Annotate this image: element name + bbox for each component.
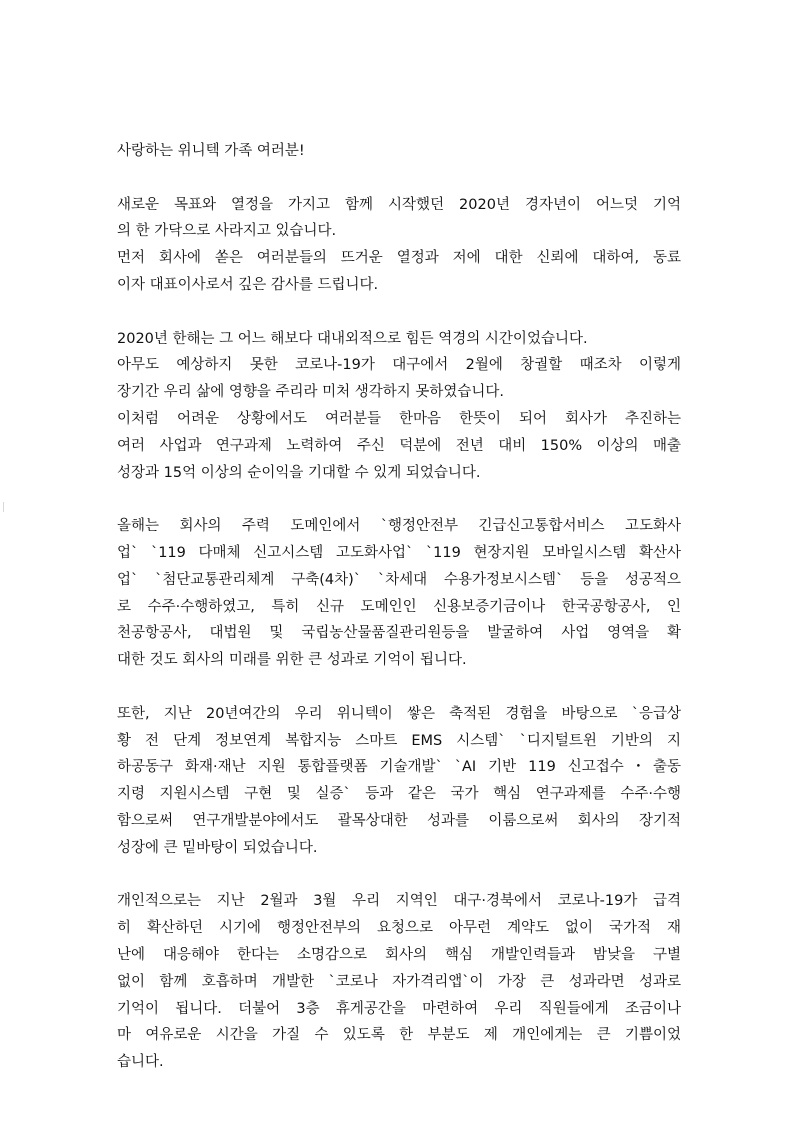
text-line: 새로운 목표와 열정을 가지고 함께 시작했던 2020년 경자년이 어느덧 기억 (117, 196, 681, 213)
paragraph-5 (117, 888, 681, 1076)
text-line: 이자 대표이사로서 깊은 감사를 드립니다. (117, 276, 379, 293)
margin-mark (3, 502, 7, 512)
text-line: 또한, 지난 20년여간의 우리 위니텍이 쌓은 축적된 경험을 바탕으로 `응급상 (117, 705, 681, 722)
text-line: 함으로써 연구개발분야에서도 괄목상대한 성과를 이룸으로써 회사의 장기적 (117, 812, 681, 829)
text-line: 여러 사업과 연구과제 노력하여 주신 덕분에 전년 대비 150% 이상의 매출 (117, 437, 681, 454)
text-line: 업` `첨단교통관리체계 구축(4차)` `차세대 수용가정보시스템` 등을 성공적으 (117, 571, 681, 588)
paragraph-gap (117, 862, 681, 889)
text-line: 올해는 회사의 주력 도메인에서 `행정안전부 긴급신고통합서비스 고도화사 (117, 518, 681, 535)
greeting: 사랑하는 위니텍 가족 여러분! (117, 143, 305, 159)
paragraph-1 (117, 192, 681, 299)
text-line: 히 확산하던 시기에 행정안전부의 요청으로 아무런 계약도 없이 국가적 재 (117, 920, 681, 937)
letter-body (117, 138, 681, 1076)
text-line: 천공항공사, 대법원 및 국립농산물품질관리원등을 발굴하여 사업 영역을 확 (117, 625, 681, 642)
text-line: 2020년 한해는 그 어느 해보다 대내외적으로 힘든 역경의 시간이었습니다. (117, 330, 588, 347)
text-line: 성장과 15억 이상의 순이익을 기대할 수 있게 되었습니다. (117, 464, 481, 481)
text-line: 의 한 가닥으로 사라지고 있습니다. (117, 223, 337, 240)
text-line: 먼저 회사에 쏟은 여러분들의 뜨거운 열정과 저에 대한 신뢰에 대하여, 동료 (117, 250, 681, 267)
paragraph-4 (117, 701, 681, 862)
text-line: 마 여유로운 시간을 가질 수 있도록 한 부분도 제 개인에게는 큰 기쁨이었 (117, 1027, 681, 1044)
text-line: 없이 함께 호흡하며 개발한 `코로나 자가격리앱`이 가장 큰 성과라면 성과로 (117, 973, 681, 990)
text-line: 로 수주·수행하였고, 특히 신규 도메인인 신용보증기금이나 한국공항공사, 인 (117, 598, 681, 615)
paragraph-gap (117, 674, 681, 701)
paragraph-gap (117, 486, 681, 513)
text-line: 아무도 예상하지 못한 코로나-19가 대구에서 2월에 창궐할 때조차 이렇게 (117, 357, 681, 374)
text-line: 개인적으로는 지난 2월과 3월 우리 지역인 대구·경북에서 코로나-19가 급격 (117, 893, 681, 910)
text-line: 대한 것도 회사의 미래를 위한 큰 성과로 기억이 됩니다. (117, 652, 467, 669)
text-line: 기억이 됩니다. 더불어 3층 휴게공간을 마련하여 우리 직원들에게 조금이나 (117, 1000, 681, 1017)
paragraph-gap (117, 165, 681, 192)
text-line: 이처럼 어려운 상황에서도 여러분들 한마음 한뜻이 되어 회사가 추진하는 (117, 410, 681, 427)
text-line: 황 전 단계 정보연계 복합지능 스마트 EMS 시스템` `디지털트윈 기반의 지 (117, 732, 681, 749)
text-line: 업` `119 다매체 신고시스템 고도화사업` `119 현장지원 모바일시스템 확산사 (117, 544, 681, 561)
text-line: 성장에 큰 밑바탕이 되었습니다. (117, 839, 318, 856)
text-line: 지령 지원시스템 구현 및 실증` 등과 같은 국가 핵심 연구과제를 수주·수행 (117, 786, 681, 803)
paragraph-3 (117, 513, 681, 674)
text-line: 장기간 우리 삶에 영향을 주리라 미처 생각하지 못하였습니다. (117, 384, 505, 401)
paragraph-2 (117, 326, 681, 487)
text-line: 하공동구 화재·재난 지원 통합플랫폼 기술개발` `AI 기반 119 신고접수・출동 (117, 759, 681, 776)
text-line: 난에 대응해야 한다는 소명감으로 회사의 핵심 개발인력들과 밤낮을 구별 (117, 946, 681, 963)
paragraph-gap (117, 299, 681, 326)
text-line: 습니다. (117, 1054, 164, 1071)
